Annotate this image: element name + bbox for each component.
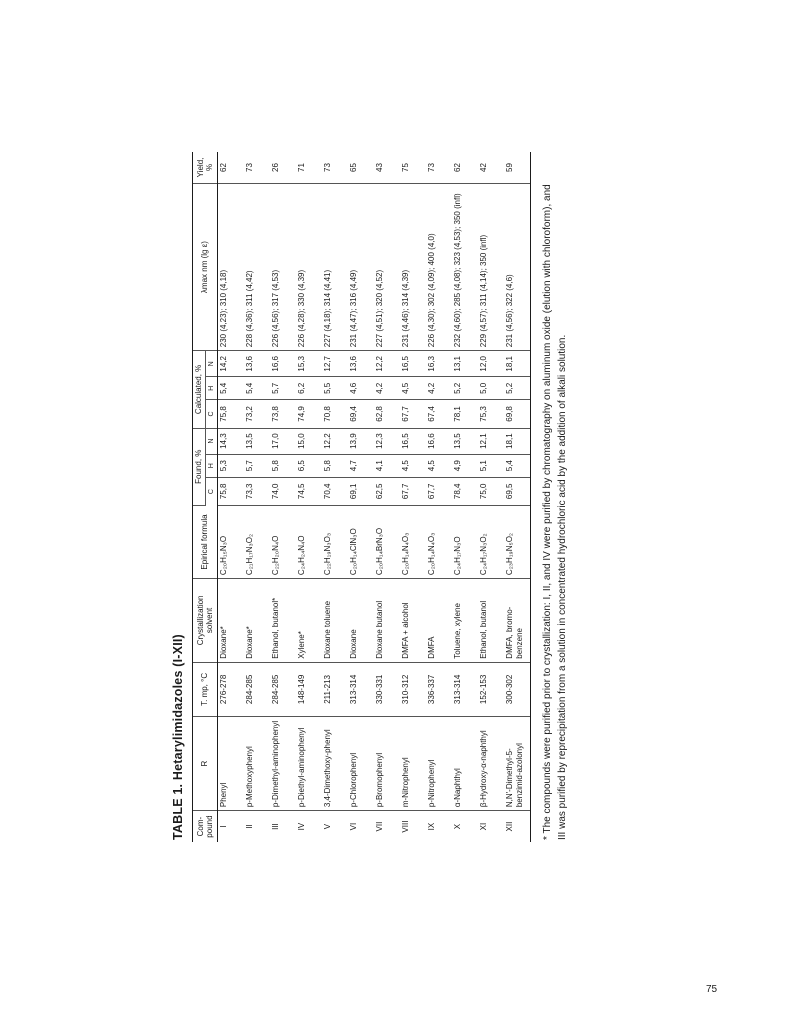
cell-fc: 74,0 <box>270 477 296 505</box>
cell-yield: 73 <box>322 152 348 183</box>
cell-cn: 12,0 <box>478 351 504 377</box>
cell-r: m-Nitrophenyl <box>400 717 426 811</box>
table-row <box>400 152 426 842</box>
table-row <box>244 152 270 842</box>
cell-ch: 4,2 <box>374 377 400 400</box>
cell-fc: 69,1 <box>348 477 374 505</box>
cell-lambda: 231 (4,46); 314 (4,39) <box>400 183 426 350</box>
cell-ch: 5,5 <box>322 377 348 400</box>
header-calc-h: H <box>205 377 218 400</box>
cell-cn: 13,6 <box>348 351 374 377</box>
cell-fn: 12,2 <box>322 428 348 454</box>
cell-fn: 13,9 <box>348 428 374 454</box>
data-table <box>192 152 531 842</box>
cell-cc: 70,8 <box>322 400 348 428</box>
header-found-h: H <box>205 454 218 477</box>
table-row <box>426 152 452 842</box>
header-calculated: Calculated, % <box>193 351 206 428</box>
cell-fn: 17,0 <box>270 428 296 454</box>
cell-ch: 5,2 <box>504 377 531 400</box>
table-row <box>218 152 245 842</box>
cell-lambda: 226 (4,56); 317 (4,53) <box>270 183 296 350</box>
cell-fh: 5,8 <box>322 454 348 477</box>
cell-lambda: 226 (4,28); 330 (4,39) <box>296 183 322 350</box>
cell-id: XI <box>479 822 489 831</box>
cell-lambda: 227 (4,51); 320 (4,52) <box>374 183 400 350</box>
cell-ch: 5,7 <box>270 377 296 400</box>
cell-id: III <box>271 823 281 830</box>
cell-fn: 15,0 <box>296 428 322 454</box>
header-mp: T. mp, °C <box>193 662 218 716</box>
cell-yield: 26 <box>270 152 296 183</box>
cell-fc: 74,5 <box>296 477 322 505</box>
cell-fh: 4,5 <box>400 454 426 477</box>
cell-formula: C₂₀H₁₄ClN₃O <box>348 505 374 578</box>
cell-cn: 12,2 <box>374 351 400 377</box>
cell-ch: 6,2 <box>296 377 322 400</box>
cell-yield: 42 <box>478 152 504 183</box>
table-row <box>322 152 348 842</box>
cell-fn: 12,3 <box>374 428 400 454</box>
cell-id: V <box>323 823 333 830</box>
cell-r: β-Hydroxy-α-naphthyl <box>478 717 504 811</box>
cell-cc: 75,3 <box>478 400 504 428</box>
cell-formula: C₂₀H₁₄BrN₃O <box>374 505 400 578</box>
header-found-c: C <box>205 477 218 505</box>
cell-solvent: Xylene* <box>296 579 322 663</box>
cell-mp: 276-278 <box>218 662 245 716</box>
cell-cn: 16,6 <box>270 351 296 377</box>
cell-lambda: 231 (4,56); 322 (4,6) <box>504 183 531 350</box>
table-row <box>504 152 531 842</box>
cell-cc: 75,8 <box>218 400 245 428</box>
cell-cn: 16,3 <box>426 351 452 377</box>
cell-fn: 18,1 <box>504 428 531 454</box>
page-number: 75 <box>706 984 718 995</box>
cell-fc: 75,0 <box>478 477 504 505</box>
cell-lambda: 227 (4,18); 314 (4,41) <box>322 183 348 350</box>
cell-cc: 67,7 <box>400 400 426 428</box>
cell-formula: C₂₃H₁₉N₅O₂ <box>504 505 531 578</box>
cell-yield: 71 <box>296 152 322 183</box>
cell-mp: 284-285 <box>244 662 270 716</box>
cell-formula: C₂₄H₁₇N₃O₂ <box>478 505 504 578</box>
cell-cc: 62,8 <box>374 400 400 428</box>
rotated-table-block <box>170 152 625 842</box>
header-calc-c: C <box>205 400 218 428</box>
cell-fn: 16,5 <box>400 428 426 454</box>
cell-cn: 18,1 <box>504 351 531 377</box>
cell-solvent: Dioxane butanol <box>374 579 400 663</box>
table-row <box>296 152 322 842</box>
header-compound: Com- pound <box>193 811 218 842</box>
cell-fh: 6,5 <box>296 454 322 477</box>
header-found-n: N <box>205 428 218 454</box>
cell-lambda: 232 (4,60); 285 (4,08); 323 (4,53); 350 (infl) <box>452 183 478 350</box>
header-solvent: Crystallization solvent <box>193 579 218 663</box>
cell-r: p-Chlorophenyl <box>348 717 374 811</box>
cell-id: VI <box>349 822 359 831</box>
table-row <box>270 152 296 842</box>
cell-cn: 16,5 <box>400 351 426 377</box>
cell-fh: 4,9 <box>452 454 478 477</box>
cell-solvent: Dioxane <box>348 579 374 663</box>
header-formula: Epirical formula <box>193 505 218 578</box>
cell-fn: 13,5 <box>452 428 478 454</box>
cell-mp: 152-153 <box>478 662 504 716</box>
cell-fc: 75,8 <box>218 477 245 505</box>
cell-mp: 330-331 <box>374 662 400 716</box>
cell-fn: 13,5 <box>244 428 270 454</box>
cell-id: IV <box>297 822 307 831</box>
cell-cc: 67,4 <box>426 400 452 428</box>
cell-cc: 69,8 <box>504 400 531 428</box>
cell-yield: 62 <box>218 152 245 183</box>
cell-id: IX <box>427 822 437 831</box>
cell-solvent: Dioxane toluene <box>322 579 348 663</box>
cell-mp: 148-149 <box>296 662 322 716</box>
cell-solvent: Toluene, xylene <box>452 579 478 663</box>
cell-solvent: Dioxane* <box>218 579 245 663</box>
cell-fh: 5,8 <box>270 454 296 477</box>
cell-fn: 12,1 <box>478 428 504 454</box>
cell-cc: 78,1 <box>452 400 478 428</box>
cell-fh: 5,3 <box>218 454 245 477</box>
cell-cn: 14,2 <box>218 351 245 377</box>
table-row <box>452 152 478 842</box>
cell-fc: 73,3 <box>244 477 270 505</box>
cell-fh: 4,5 <box>426 454 452 477</box>
cell-r: Phenyl <box>218 717 245 811</box>
cell-formula: C₂₄H₁₇N₃O <box>452 505 478 578</box>
cell-r: p-Bromophenyl <box>374 717 400 811</box>
table-caption: TABLE 1. Hetarylimidazoles (I-XII) <box>171 634 185 840</box>
cell-solvent: DMFA, bromo-benzene <box>504 579 531 663</box>
table-row <box>348 152 374 842</box>
cell-mp: 284-285 <box>270 662 296 716</box>
cell-fc: 62,5 <box>374 477 400 505</box>
cell-cc: 73,2 <box>244 400 270 428</box>
cell-r: α-Naphthyl <box>452 717 478 811</box>
header-found: Found, % <box>193 428 206 505</box>
cell-id: VIII <box>401 820 411 833</box>
cell-solvent: DMFA <box>426 579 452 663</box>
cell-formula: C₂₄H₂₄N₄O <box>296 505 322 578</box>
cell-solvent: Dioxane* <box>244 579 270 663</box>
cell-lambda: 226 (4,30); 302 (4,09); 400 (4,0) <box>426 183 452 350</box>
cell-r: p-Methoxyphenyl <box>244 717 270 811</box>
cell-r: p-Dimethyl-aminophenyl <box>270 717 296 811</box>
cell-cn: 13,6 <box>244 351 270 377</box>
cell-ch: 5,2 <box>452 377 478 400</box>
cell-yield: 75 <box>400 152 426 183</box>
cell-cn: 15,3 <box>296 351 322 377</box>
cell-ch: 5,4 <box>218 377 245 400</box>
cell-formula: C₂₁H₁₇N₃O₂ <box>244 505 270 578</box>
cell-formula: C₂₀H₁₅N₃O <box>218 505 245 578</box>
header-yield: Yield, % <box>193 152 218 183</box>
cell-fh: 5,1 <box>478 454 504 477</box>
header-lambda: λmax nm (lg ε) <box>193 183 218 350</box>
cell-cc: 73,8 <box>270 400 296 428</box>
cell-ch: 5,0 <box>478 377 504 400</box>
cell-yield: 65 <box>348 152 374 183</box>
table-row <box>374 152 400 842</box>
cell-ch: 5,4 <box>244 377 270 400</box>
cell-ch: 4,2 <box>426 377 452 400</box>
footnote: * The compounds were purified prior to crystallization: I, II, and IV were purified by chromatography on aluminum oxide (elution with chloroform), and III was purified by reprecipitation from a solution in concentrated hydrochloric acid by the addition of alkali solution. <box>542 184 568 840</box>
cell-fn: 14,3 <box>218 428 245 454</box>
cell-yield: 43 <box>374 152 400 183</box>
cell-fc: 78,4 <box>452 477 478 505</box>
cell-cc: 74,9 <box>296 400 322 428</box>
cell-formula: C₂₂H₁₉N₃O₃ <box>322 505 348 578</box>
cell-id: VII <box>375 821 385 832</box>
cell-fh: 5,4 <box>504 454 531 477</box>
cell-fc: 67,7 <box>400 477 426 505</box>
cell-solvent: DMFA + alcohol <box>400 579 426 663</box>
cell-yield: 73 <box>244 152 270 183</box>
cell-fh: 5,7 <box>244 454 270 477</box>
cell-mp: 336-337 <box>426 662 452 716</box>
cell-lambda: 229 (4,57); 311 (4,14); 350 (infl) <box>478 183 504 350</box>
cell-cc: 69,4 <box>348 400 374 428</box>
cell-formula: C₂₀H₁₄N₄O₃ <box>426 505 452 578</box>
cell-id: XII <box>504 811 531 842</box>
cell-yield: 59 <box>504 152 531 183</box>
cell-fh: 4,7 <box>348 454 374 477</box>
table-body <box>218 152 531 842</box>
cell-ch: 4,6 <box>348 377 374 400</box>
table-row <box>478 152 504 842</box>
cell-solvent: Ethanol, butanol* <box>270 579 296 663</box>
cell-yield: 62 <box>452 152 478 183</box>
cell-formula: C₂₂H₂₀N₄O <box>270 505 296 578</box>
cell-ch: 4,5 <box>400 377 426 400</box>
cell-lambda: 228 (4,36); 311 (4,42) <box>244 183 270 350</box>
cell-fc: 67,7 <box>426 477 452 505</box>
cell-cn: 13,1 <box>452 351 478 377</box>
cell-lambda: 230 (4,23); 310 (4,18) <box>218 183 245 350</box>
cell-fh: 4,1 <box>374 454 400 477</box>
cell-r: N,N'-Dimethyl-5-benzimid-azolonyl <box>504 717 531 811</box>
cell-id: I <box>219 825 229 828</box>
cell-mp: 313-314 <box>452 662 478 716</box>
cell-id: II <box>245 824 255 829</box>
cell-r: 3,4-Dimethoxy-phenyl <box>322 717 348 811</box>
cell-yield: 73 <box>426 152 452 183</box>
cell-r: p-Nitrophenyl <box>426 717 452 811</box>
cell-mp: 211-213 <box>322 662 348 716</box>
cell-lambda: 231 (4,47); 316 (4,49) <box>348 183 374 350</box>
cell-solvent: Ethanol, butanol <box>478 579 504 663</box>
cell-r: p-Diethyl-aminophenyl <box>296 717 322 811</box>
cell-mp: 300-302 <box>504 662 531 716</box>
cell-formula: C₂₀H₁₄N₄O₃ <box>400 505 426 578</box>
cell-mp: 313-314 <box>348 662 374 716</box>
cell-mp: 310-312 <box>400 662 426 716</box>
cell-cn: 12,7 <box>322 351 348 377</box>
header-r: R <box>193 717 218 811</box>
cell-fc: 69,5 <box>504 477 531 505</box>
cell-fn: 16,6 <box>426 428 452 454</box>
cell-fc: 70,4 <box>322 477 348 505</box>
header-calc-n: N <box>205 351 218 377</box>
cell-id: X <box>453 823 463 830</box>
